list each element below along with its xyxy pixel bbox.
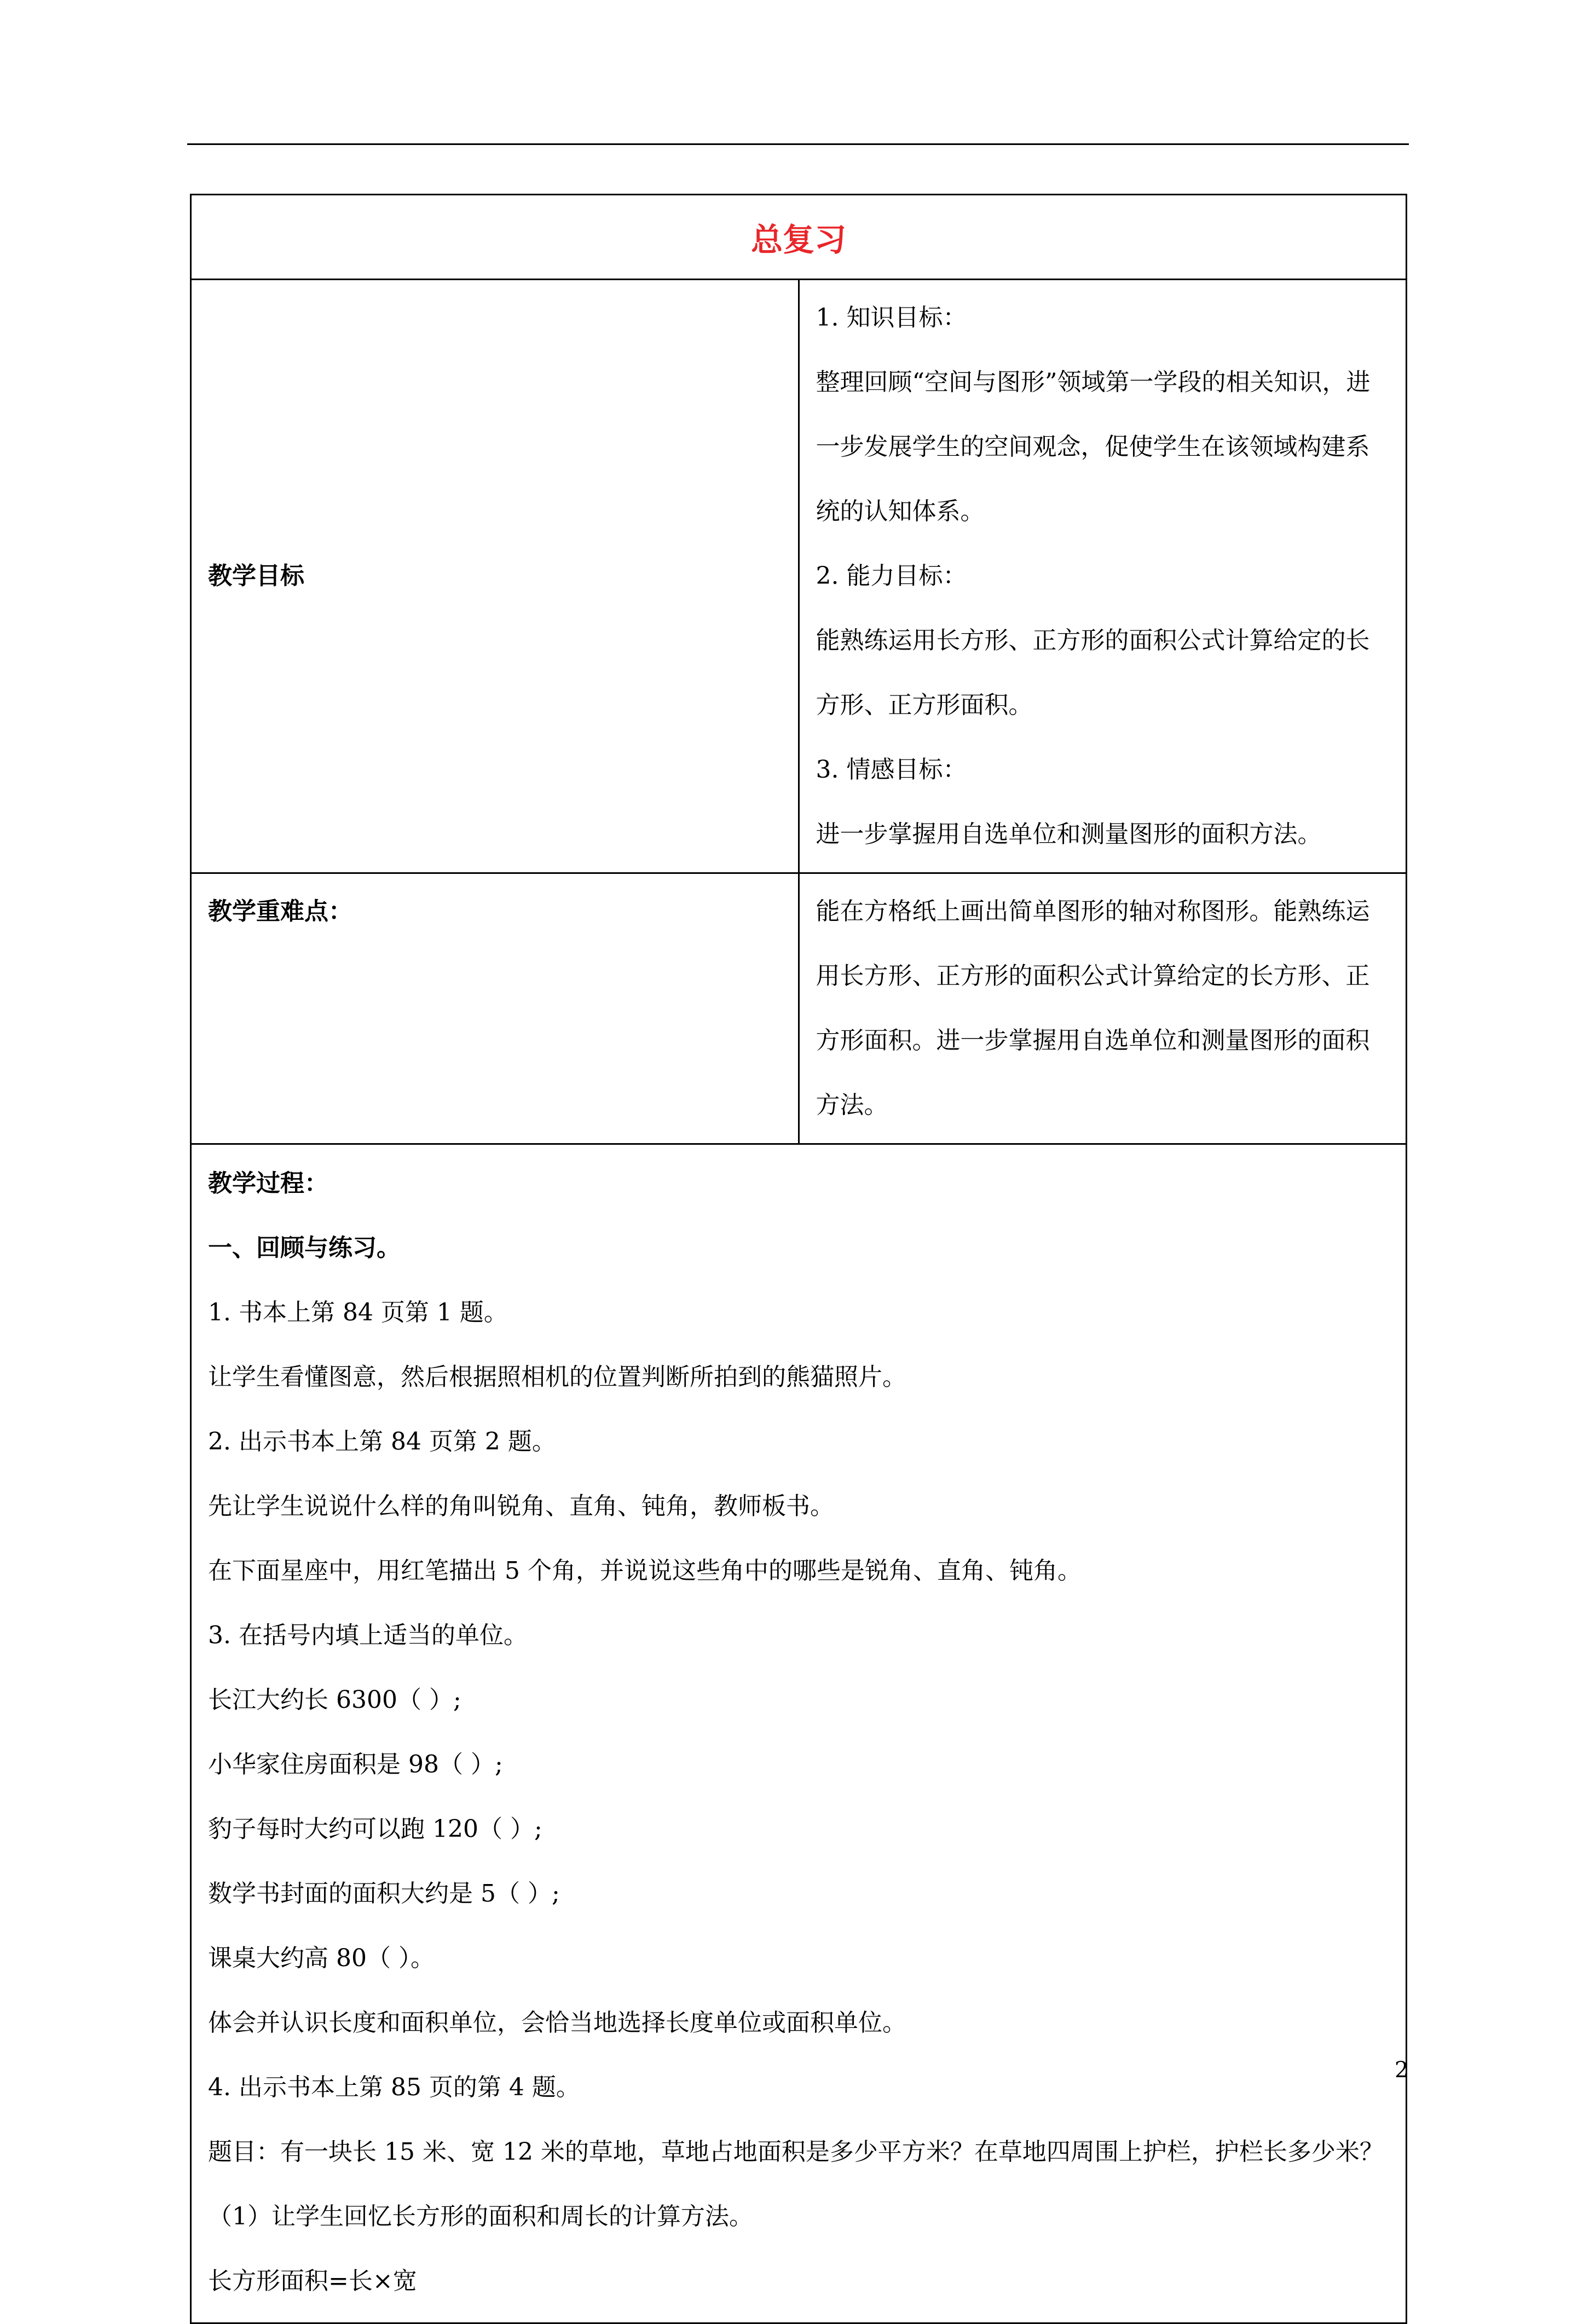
process-heading: 教学过程：	[208, 1169, 328, 1197]
objective-line: 1. 知识目标：	[816, 304, 967, 332]
objective-line: 2. 能力目标：	[816, 562, 967, 590]
process-line: 让学生看懂图意，然后根据照相机的位置判断所拍到的熊猫照片。	[208, 1363, 906, 1391]
process-line: 在下面星座中，用红笔描出 5 个角，并说说这些角中的哪些是锐角、直角、钝角。	[208, 1557, 1082, 1585]
process-line: 小华家住房面积是 98（ ）;	[208, 1751, 503, 1778]
process-line: 2. 出示书本上第 84 页第 2 题。	[208, 1428, 556, 1456]
objectives-row	[191, 280, 1407, 873]
objectives-label: 教学目标	[191, 280, 799, 873]
process-line: 1. 书本上第 84 页第 1 题。	[208, 1299, 508, 1326]
process-line: 数学书封面的面积大约是 5（ ）;	[208, 1880, 560, 1908]
key-points-label: 教学重难点：	[191, 873, 799, 1144]
title-row	[191, 195, 1407, 280]
process-line: 豹子每时大约可以跑 120（ ）;	[208, 1815, 542, 1843]
process-line: 题目：有一块长 15 米、宽 12 米的草地，草地占地面积是多少平方米？在草地四周围上护栏，护栏长多少米？	[208, 2138, 1384, 2166]
header-rule	[187, 143, 1409, 145]
process-line: 长江大约长 6300（ ）;	[208, 1686, 461, 1714]
objective-line: 3. 情感目标：	[816, 756, 967, 784]
process-line: 长方形面积=长×宽	[208, 2267, 417, 2295]
process-line: 4. 出示书本上第 85 页的第 4 题。	[208, 2073, 580, 2101]
key-points-text: 能在方格纸上画出简单图形的轴对称图形。能熟练运用长方形、正方形的面积公式计算给定的长方形、正方形面积。进一步掌握用自选单位和测量图形的面积方法。	[816, 897, 1370, 1119]
objective-line: 进一步掌握用自选单位和测量图形的面积方法。	[816, 820, 1322, 848]
process-line: 体会并认识长度和面积单位，会恰当地选择长度单位或面积单位。	[208, 2009, 906, 2037]
process-line: 先让学生说说什么样的角叫锐角、直角、钝角，教师板书。	[208, 1492, 834, 1520]
process-line: 课桌大约高 80（ ）。	[208, 1944, 435, 1972]
lesson-plan-table	[190, 194, 1407, 2324]
process-section-heading: 一、回顾与练习。	[208, 1234, 401, 1262]
objective-line: 整理回顾“空间与图形”领域第一学段的相关知识，进一步发展学生的空间观念，促使学生在该领域构建系统的认知体系。	[816, 368, 1371, 525]
page-number: 2	[1395, 2058, 1409, 2083]
key-points-content	[799, 873, 1407, 1144]
process-row	[191, 1144, 1407, 2323]
objective-line: 能熟练运用长方形、正方形的面积公式计算给定的长方形、正方形面积。	[816, 627, 1370, 719]
lesson-title: 总复习	[191, 195, 1407, 280]
key-points-row	[191, 873, 1407, 1144]
objectives-content	[799, 280, 1407, 873]
process-line: （1）让学生回忆长方形的面积和周长的计算方法。	[208, 2203, 753, 2230]
process-content	[191, 1144, 1407, 2323]
process-line: 3. 在括号内填上适当的单位。	[208, 1621, 528, 1649]
